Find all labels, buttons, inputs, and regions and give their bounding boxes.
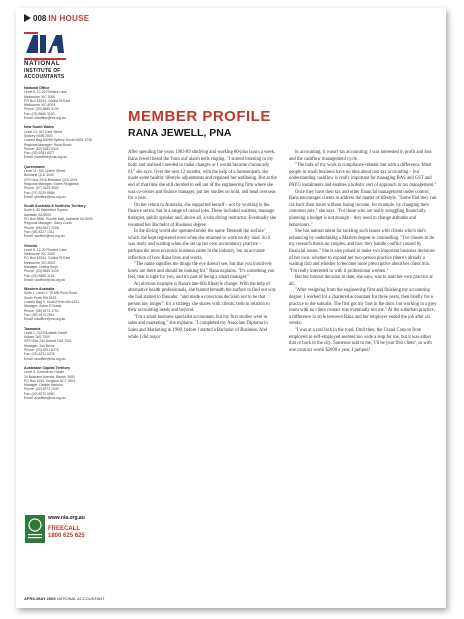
office-detail: Phone: (08) 8227 2156	[24, 225, 59, 230]
page-footer	[24, 596, 105, 601]
article-paragraph: "I was at a real fork in the road. Until then, the Grand Canyon from employed to self-employed seemed too wide a leap for me, but it was either that or back to the city. Someone said to me, 'I'll be your first client', so with one contract worth $2000 a year, I jumped!	[289, 328, 432, 353]
office-detail: Fax: (03) 8665 3130	[24, 111, 55, 116]
office-block	[24, 204, 116, 238]
nia-logo-icon	[24, 32, 66, 54]
article-paragraph: Once they have their tax and other financial management under control, Rana encourages clients to address the matter of lifestyle. "Some find they can cut back their hours without losing income, for example, by changing their customer mix," she says. "For those who are really struggling financially, planning a budget is not enough – they need to change attitudes and behaviours."	[289, 189, 437, 228]
office-detail: Manager: Aidan O'Grady	[24, 304, 62, 309]
office-detail: PO Box 18234, Collins St East	[24, 256, 70, 261]
freecall-label: FREECALL	[48, 526, 80, 532]
logo-text-national: NATIONAL	[24, 60, 61, 67]
office-detail: Fax: (08) 9474 2911	[24, 312, 55, 317]
office-detail: Fax: (02) 9283 8377	[24, 151, 55, 156]
magazine-page	[16, 8, 446, 608]
office-detail: Fax: (02) 6270 9080	[24, 391, 55, 396]
office-name: Tasmania	[24, 326, 41, 331]
nia-logo	[24, 28, 116, 86]
office-name: New South Wales	[24, 125, 54, 130]
office-detail: Regional Manager: Rona Booth	[24, 142, 72, 147]
office-detail: Level 8, 12-20 Flinders Lane	[24, 90, 67, 95]
office-detail: Email: qldoffice@nia.org.au	[24, 194, 66, 199]
article-column-right	[289, 150, 438, 354]
office-block	[24, 244, 116, 283]
article-paragraph: "The name signifies the things the eye doesn't see, but that you intuitively know are there and should be looking for," Rana explains. "It's something you feel, that is right for you, and it's part of being a smart manager."	[128, 262, 275, 281]
office-detail: Level 4, Commerce House	[24, 370, 65, 375]
office-detail: Email: actoffice@nia.org.au	[24, 396, 66, 400]
sidebar-contacts	[24, 28, 116, 596]
office-block	[24, 125, 116, 159]
office-detail: Hobart TAS 7000	[24, 335, 50, 340]
article-paragraph: "I'm a small business specialist accountant, but my first studies were in sales and marketing," she explains. "I completed my Associate Diploma in Sales and Marketing in 1988, before I started a Bachelor of Business. And while I did major	[128, 314, 268, 340]
office-detail: Phone: (02) 9283 5344	[24, 146, 59, 151]
office-detail: Fax: (07) 3229 8586	[24, 190, 55, 195]
website-link[interactable]: www.nia.org.au	[48, 515, 85, 521]
article-paragraph: "After resigning from the engineering firm and finishing my accounting degree, I worked for a chartered accountant for three years, then briefly for a practice in the suburbs. The first got my foot in the door, but working in a grey room with no client contact was eventually not me." At the suburban practice, a difference in style between Rana and her employer ended the job after six weeks.	[289, 288, 437, 327]
office-detail: GPO Box 244 Hobart TAS 7001	[24, 339, 72, 344]
office-detail: Melbourne VIC 3000	[24, 252, 56, 257]
office-detail: Phone: (02) 6273 7030	[24, 387, 59, 392]
article-paragraph: But her bravest decision to date, she says, was to start her own practice at all.	[289, 275, 433, 287]
certification-seal-icon	[24, 514, 46, 544]
office-detail: Email: nswoffice@nia.org.au	[24, 155, 67, 160]
article-paragraph: in accounting, it wasn't tax accounting; I was interested in profit and loss and the cashflow management cycle.	[289, 150, 432, 162]
office-detail: Email: saoffice@nia.org.au	[24, 234, 65, 239]
office-block	[24, 165, 116, 199]
office-detail: Suite 6, 60 Wakefield Square	[24, 208, 68, 213]
office-detail: Manager: Debbie Harbour	[24, 383, 64, 388]
office-detail: PO Box 3856, Rundle Mall, Adelaide SA 5000	[24, 217, 93, 222]
office-detail: PO Box 18234, Collins St East	[24, 98, 70, 103]
office-name: South Australia & Northern Territory	[24, 204, 86, 209]
office-name: National Office	[24, 86, 50, 90]
office-detail: Level 14, 447 Kent Street	[24, 129, 63, 134]
office-detail: Phone: (03) 8665 3100	[24, 107, 59, 112]
article-title: MEMBER PROFILE	[128, 108, 271, 125]
office-detail: Regional Manager: Garry Curtis	[24, 221, 72, 226]
office-detail: Melbourne VIC 8003	[24, 103, 56, 108]
office-detail: Fax: (03) 6231 6276	[24, 352, 55, 357]
office-block	[24, 86, 116, 120]
article-columns	[128, 150, 438, 354]
office-detail: Phone: (08) 9474 1700	[24, 308, 59, 313]
office-detail: PO Box 4164, Kingston ACT 2604	[24, 378, 76, 383]
article-paragraph: An obvious example is Rana's late-80s lifestyle change. With the help of alternative health professionals, she hunted beneath the surface to find out why she had started to flounder, "and made a conscious decision not to be that person any longer". It's a strategy she shares with clients, both in relation to their accounting needs and beyond.	[128, 281, 277, 314]
office-detail: Manager: Jon Burns	[24, 343, 55, 348]
office-list	[24, 86, 116, 400]
office-detail: Level 1, 222 Elizabeth Street	[24, 330, 68, 335]
office-detail: Locked Bag 9, South Perth WA 6151	[24, 300, 80, 305]
office-detail: Melbourne VIC 3000	[24, 94, 56, 99]
article-paragraph: She has natural talent for tackling such issues with clients which she's enhancing by undertaking a Masters degree in counselling. "I've chosen to do my research thesis on couples, and how they handle conflict caused by financial issues." She is also poised to make two important business decisions of her own: whether to expand her two-person practice (there's already a waiting list) and whether to become more prescriptive about her client mix. "I'm really interested in with it professional women."	[289, 229, 435, 274]
office-detail: Phone: (03) 6231 6275	[24, 348, 59, 353]
office-detail: Regional Manager: Karen Fitzgibbon	[24, 181, 80, 186]
article-paragraph: After spending the years 1983-89 studying and working 80-plus hours a week, Rana Jewell heard the 'burn out' alarm bells ringing. "I started listening to my body and realised I needed to make changes or I would become chronically ill," she says. Over the next 12 months, with the help of a homoeopath, she made some healthy lifestyle adjustments and regained her wellbeing. But at the end of that time she still decided to sell out of the engineering firm where she was co-owner and finance manager, put her studies on hold, and head overseas for a year.	[128, 150, 277, 202]
article	[128, 108, 438, 353]
logo-text-accountants: ACCOUNTANTS	[24, 74, 65, 80]
office-detail: Phone: (07) 3229 3900	[24, 186, 59, 191]
office-name: Western Australia	[24, 287, 55, 292]
office-detail: Email: vicoffice@nia.org.au	[24, 277, 66, 282]
office-name: Victoria	[24, 243, 38, 248]
office-detail: Email: tasoffice@nia.org.au	[24, 356, 66, 361]
office-name: Australian Capital Territory	[24, 365, 71, 370]
office-detail: Suite 1, Level 2, 78 Mill Point Road	[24, 291, 77, 296]
article-paragraph: "The bulk of my work is compliance-related, but with a difference. Most people in small business have no idea about non-tax accounting – but understanding cashflow is really important for managing BAS and GST and PAYG instalments and enables a holistic sort of approach to tax management."	[289, 163, 437, 188]
office-detail: Brisbane QLD 4000	[24, 173, 54, 178]
section-label: IN HOUSE	[48, 13, 90, 23]
page-header	[24, 12, 89, 24]
article-subtitle: RANA JEWELL, PNA	[128, 127, 232, 139]
office-detail: Phone: (03) 8665 3100	[24, 269, 59, 274]
office-detail: Fax: (03) 8665 3131	[24, 273, 55, 278]
office-detail: Melbourne VIC 8003	[24, 260, 56, 265]
office-block	[24, 366, 116, 400]
article-column-left	[128, 150, 277, 354]
article-paragraph: In the diving world she operated under the name 'Beneath the surface' which she kept registered even when she returned to work on dry land. So it was ready and waiting when she set up her own accountancy practice – perhaps the most eccentric business name in the industry, but an accurate reflection of how Rana lives and works.	[128, 229, 271, 261]
office-detail: Level 8, 12-20 Flinders Lane	[24, 247, 67, 252]
page-number: 008	[33, 13, 47, 23]
article-paragraph: On her return to Australia, she supported herself – not by working in the finance sector, but in a range of casual jobs. These included waitress, massage therapist, public speaker and, above all, scuba diving instructor. Eventually she resumed her Bachelor of Business degree.	[128, 202, 277, 228]
footer-publication: NATIONAL ACCOUNTANT	[56, 596, 105, 601]
office-detail: Level 11, 300 Queen Street	[24, 169, 66, 174]
office-detail: Email: waoffice@nia.org.au	[24, 317, 66, 322]
office-detail: Fax: (08) 8227 1311	[24, 229, 55, 234]
header-arrow-icon	[24, 14, 31, 22]
office-detail: Email: natoffice@nia.org.au	[24, 116, 66, 121]
office-detail: South Perth WA 6151	[24, 295, 57, 300]
office-detail: Manager: Leisha Boyd	[24, 264, 58, 269]
freecall-number: 1800 625 625	[48, 533, 85, 539]
office-detail: Sydney NSW 2000	[24, 133, 53, 138]
office-detail: GPO Box 2916 Brisbane QLD 4001	[24, 177, 78, 182]
office-block	[24, 327, 116, 361]
logo-text-institute: INSTITUTE OF	[24, 68, 61, 74]
office-block	[24, 287, 116, 321]
office-detail: Adelaide SA 5000	[24, 212, 51, 217]
office-detail: Locked Bag A4095 Sydney South NSW 1235	[24, 138, 92, 143]
office-detail: 24 Brisbane Avenue, Barton 2600	[24, 374, 75, 379]
footer-issue: APRIL/MAY 2005	[24, 596, 56, 601]
office-name: Queensland	[24, 164, 45, 169]
